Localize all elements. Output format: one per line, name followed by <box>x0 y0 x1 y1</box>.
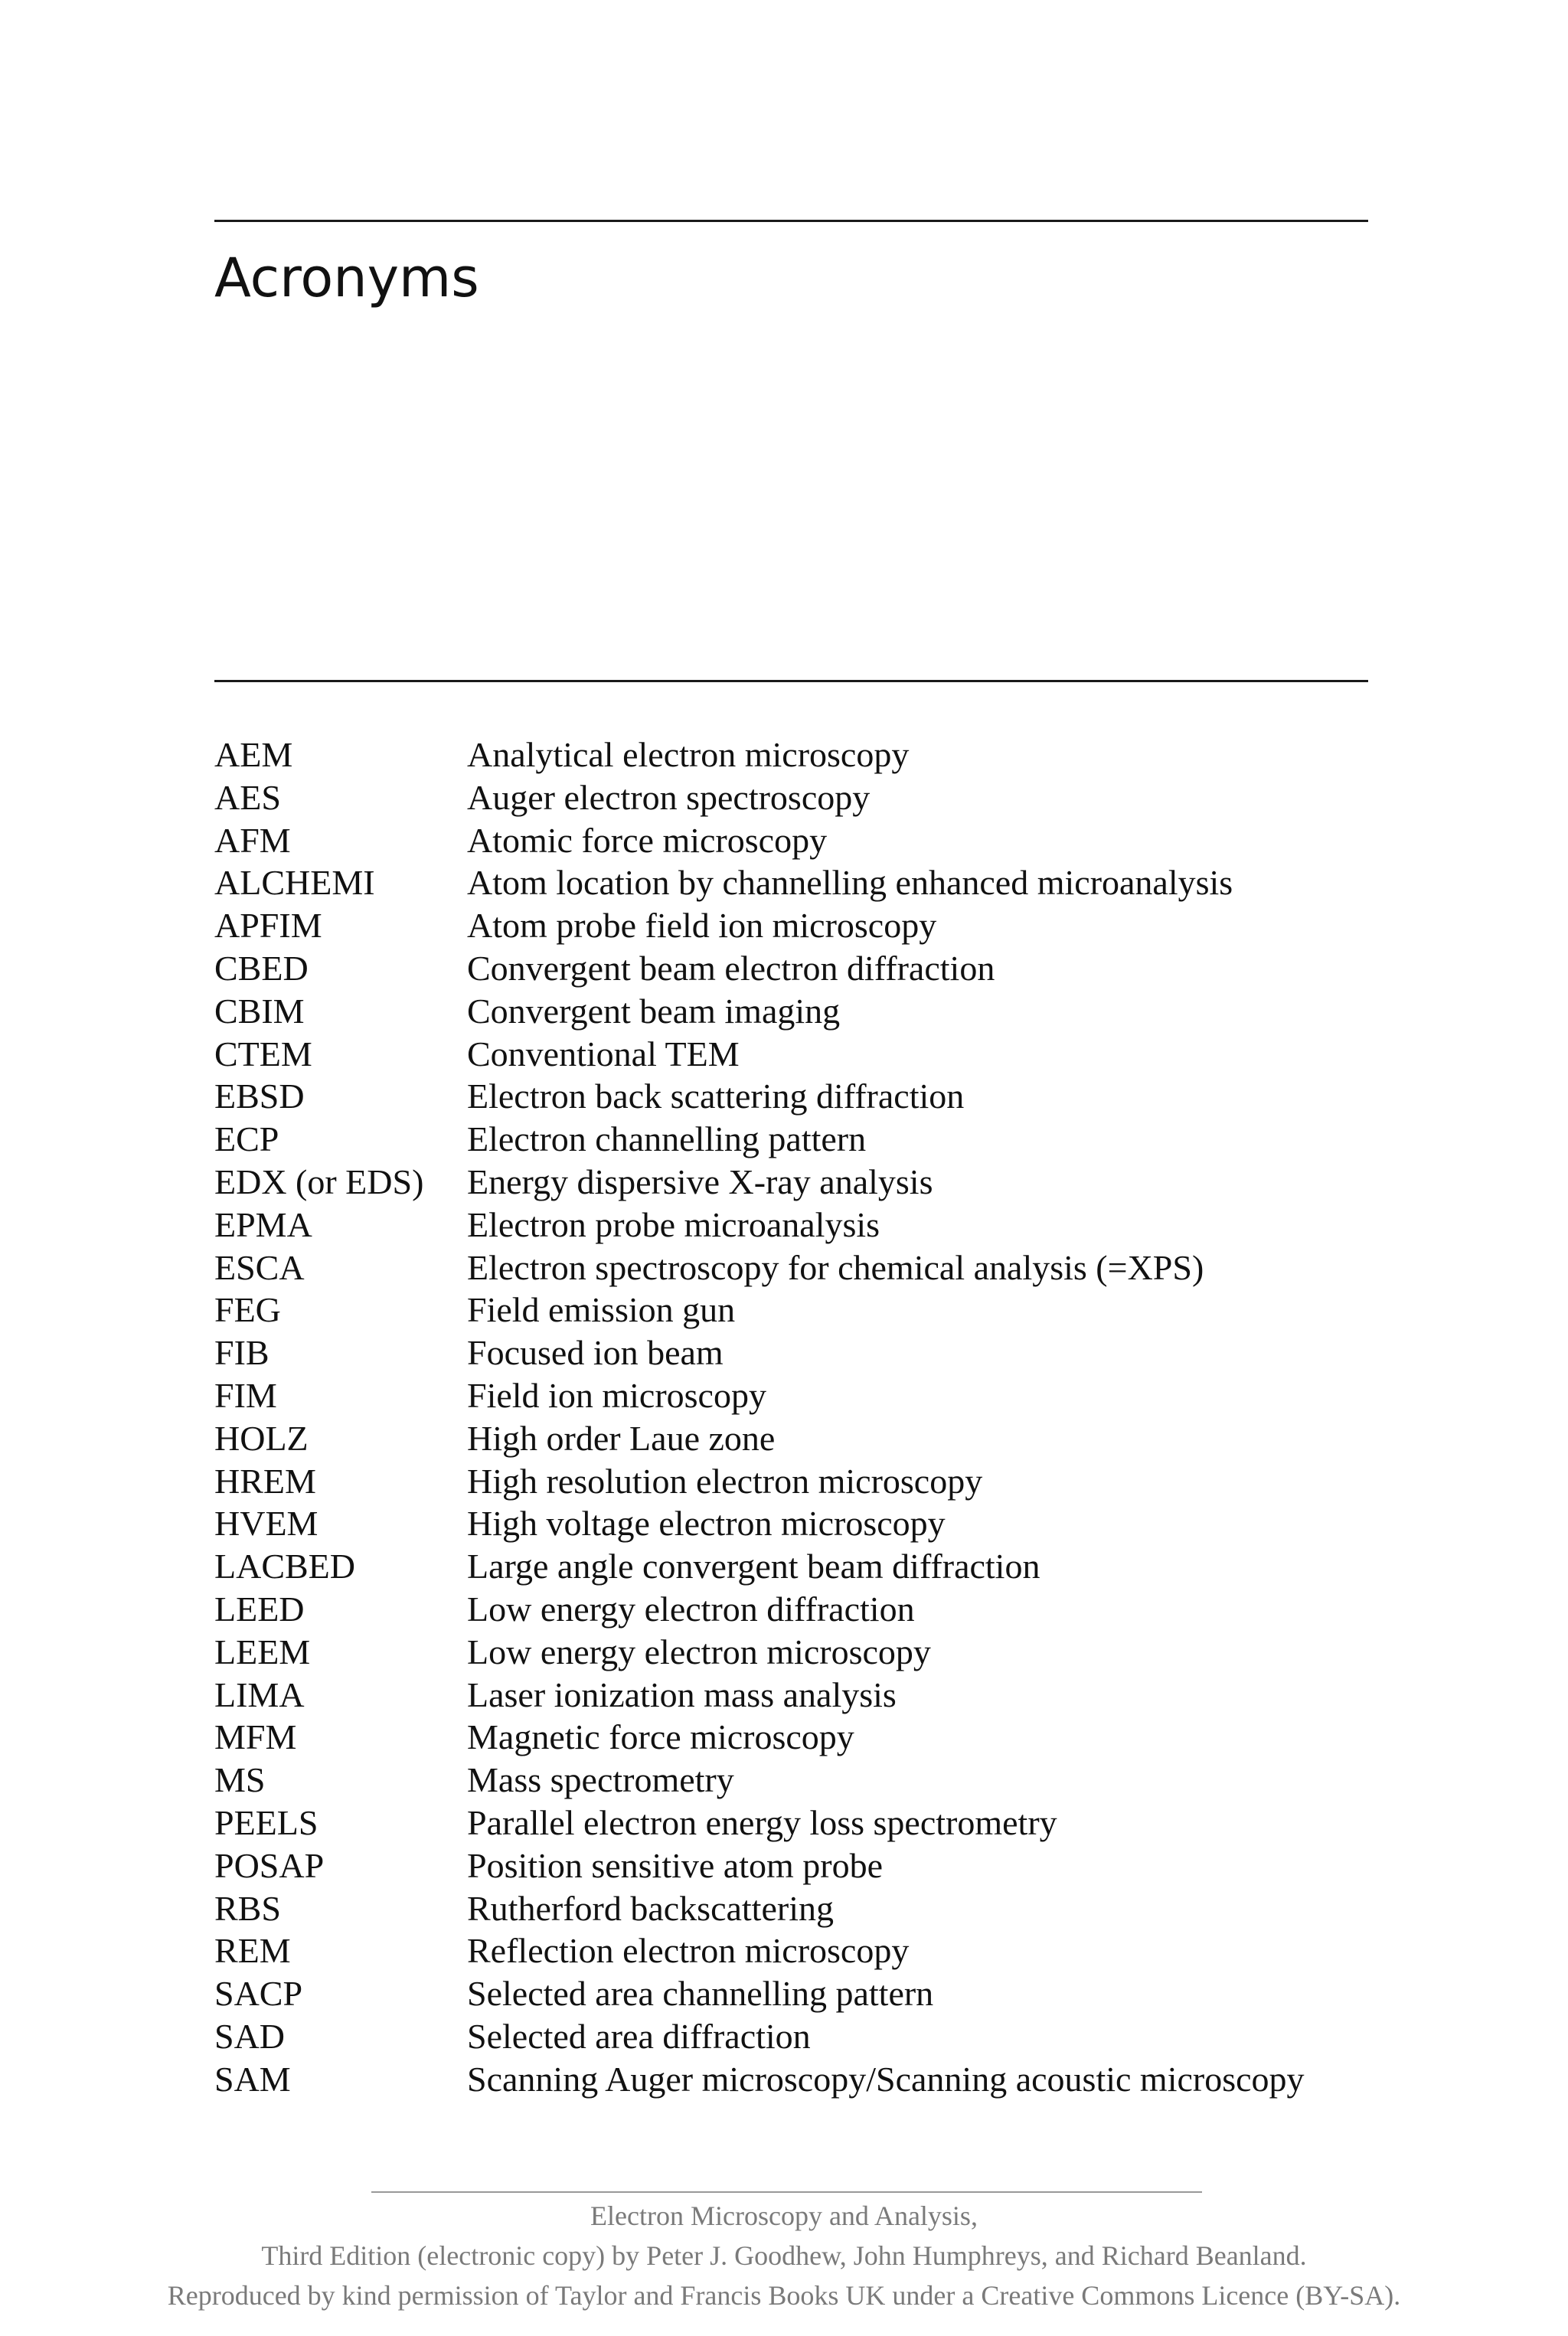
acronym-row <box>214 1460 1409 1503</box>
acronym-definition: Convergent beam electron diffraction <box>467 948 995 988</box>
acronym-abbreviation: LEED <box>214 1589 305 1629</box>
acronym-definition: High voltage electron microscopy <box>467 1504 946 1544</box>
acronym-abbreviation: EPMA <box>214 1204 312 1244</box>
acronym-row <box>214 1716 1409 1759</box>
acronym-row <box>214 1674 1409 1717</box>
acronym-definition: Focused ion beam <box>467 1333 724 1373</box>
acronym-definition: Rutherford backscattering <box>467 1888 834 1928</box>
acronym-abbreviation: EBSD <box>214 1077 305 1116</box>
acronym-abbreviation: HREM <box>214 1461 316 1501</box>
acronym-abbreviation: SAD <box>214 2016 286 2056</box>
acronym-abbreviation: HOLZ <box>214 1418 309 1458</box>
acronym-abbreviation: EDX (or EDS) <box>214 1161 424 1201</box>
footer-rule <box>371 2191 1202 2193</box>
acronym-abbreviation: LACBED <box>214 1547 355 1586</box>
acronym-row <box>214 1331 1409 1374</box>
acronym-abbreviation: SAM <box>214 2059 291 2099</box>
acronym-abbreviation: LEEM <box>214 1632 311 1671</box>
acronym-row <box>214 1545 1409 1588</box>
acronym-definition: Convergent beam imaging <box>467 991 841 1031</box>
acronym-abbreviation: AFM <box>214 820 291 860</box>
acronym-row <box>214 1161 1409 1204</box>
acronym-row <box>214 2058 1409 2101</box>
acronym-definition: Auger electron spectroscopy <box>467 777 871 817</box>
acronym-abbreviation: MS <box>214 1760 266 1800</box>
acronym-abbreviation: ALCHEMI <box>214 863 375 903</box>
acronym-definition: Atom probe field ion microscopy <box>467 906 937 946</box>
footer <box>0 2196 1568 2315</box>
acronym-abbreviation: FEG <box>214 1290 281 1330</box>
acronym-row <box>214 819 1409 862</box>
acronym-row <box>214 2015 1409 2058</box>
acronym-row <box>214 1417 1409 1460</box>
footer-line-edition: Third Edition (electronic copy) by Peter J. Goodhew, John Humphreys, and Richard Beanland. <box>261 2240 1307 2271</box>
acronym-abbreviation: FIM <box>214 1375 277 1415</box>
acronym-row <box>214 1075 1409 1118</box>
acronym-row <box>214 1246 1409 1289</box>
acronym-definition: Electron probe microanalysis <box>467 1204 880 1244</box>
acronym-row <box>214 990 1409 1033</box>
acronym-abbreviation: SACP <box>214 1974 303 2014</box>
acronym-row <box>214 1631 1409 1674</box>
acronym-definition: Magnetic force microscopy <box>467 1717 854 1757</box>
acronym-definition: Laser ionization mass analysis <box>467 1674 897 1714</box>
top-rule <box>214 220 1368 222</box>
section-rule <box>214 680 1368 682</box>
acronym-definition: Large angle convergent beam diffraction <box>467 1547 1040 1586</box>
acronym-definition: Selected area diffraction <box>467 2016 811 2056</box>
acronym-definition: Analytical electron microscopy <box>467 735 910 774</box>
acronym-abbreviation: PEELS <box>214 1802 318 1842</box>
acronym-abbreviation: FIB <box>214 1333 270 1373</box>
footer-line-licence: Reproduced by kind permission of Taylor and Francis Books UK under a Creative Commons Licence (BY-SA). <box>167 2280 1401 2311</box>
acronym-row <box>214 1118 1409 1161</box>
acronym-definition: Selected area channelling pattern <box>467 1974 934 2014</box>
acronym-row <box>214 1588 1409 1631</box>
acronym-definition: Field ion microscopy <box>467 1375 766 1415</box>
acronym-row <box>214 1502 1409 1545</box>
page-heading: Acronyms <box>214 247 479 309</box>
acronym-abbreviation: LIMA <box>214 1674 305 1714</box>
acronym-definition: Low energy electron diffraction <box>467 1589 915 1629</box>
acronym-row <box>214 1033 1409 1076</box>
acronym-abbreviation: CTEM <box>214 1034 312 1073</box>
acronym-definition: Atom location by channelling enhanced microanalysis <box>467 863 1233 903</box>
acronym-definition: Reflection electron microscopy <box>467 1931 910 1971</box>
acronym-definition: Field emission gun <box>467 1290 736 1330</box>
acronym-definition: Electron channelling pattern <box>467 1119 867 1159</box>
acronym-abbreviation: ESCA <box>214 1247 305 1287</box>
acronym-definition: Energy dispersive X-ray analysis <box>467 1161 933 1201</box>
acronym-row <box>214 1374 1409 1417</box>
acronym-row <box>214 1972 1409 2015</box>
acronym-row <box>214 1759 1409 1802</box>
acronym-row <box>214 776 1409 819</box>
acronym-definition: Conventional TEM <box>467 1034 740 1073</box>
acronym-row <box>214 1929 1409 1972</box>
acronym-row <box>214 947 1409 990</box>
acronym-definition: Atomic force microscopy <box>467 820 828 860</box>
acronym-abbreviation: CBIM <box>214 991 305 1031</box>
acronym-abbreviation: APFIM <box>214 906 322 946</box>
acronym-row <box>214 1289 1409 1331</box>
acronym-abbreviation: ECP <box>214 1119 279 1159</box>
acronym-definition: High order Laue zone <box>467 1418 776 1458</box>
acronym-row <box>214 1204 1409 1246</box>
acronym-definition: Mass spectrometry <box>467 1760 734 1800</box>
acronym-abbreviation: CBED <box>214 948 309 988</box>
acronym-definition: Low energy electron microscopy <box>467 1632 931 1671</box>
acronym-abbreviation: AES <box>214 777 281 817</box>
acronym-list <box>214 733 1409 2101</box>
acronym-row <box>214 1802 1409 1844</box>
acronym-abbreviation: RBS <box>214 1888 281 1928</box>
acronym-definition: Electron back scattering diffraction <box>467 1077 965 1116</box>
acronym-definition: Electron spectroscopy for chemical analysis (=XPS) <box>467 1247 1204 1287</box>
acronym-definition: Parallel electron energy loss spectrometry <box>467 1802 1057 1842</box>
acronym-abbreviation: AEM <box>214 735 293 774</box>
acronym-abbreviation: POSAP <box>214 1845 325 1885</box>
footer-line-title: Electron Microscopy and Analysis, <box>590 2200 978 2231</box>
acronym-definition: Scanning Auger microscopy/Scanning acoustic microscopy <box>467 2059 1305 2099</box>
acronym-row <box>214 1887 1409 1930</box>
acronym-abbreviation: HVEM <box>214 1504 318 1544</box>
acronym-abbreviation: REM <box>214 1931 291 1971</box>
acronym-definition: High resolution electron microscopy <box>467 1461 983 1501</box>
acronym-definition: Position sensitive atom probe <box>467 1845 884 1885</box>
acronym-row <box>214 904 1409 947</box>
acronym-row <box>214 861 1409 904</box>
acronym-row <box>214 1844 1409 1887</box>
acronym-abbreviation: MFM <box>214 1717 297 1757</box>
acronym-row <box>214 733 1409 776</box>
